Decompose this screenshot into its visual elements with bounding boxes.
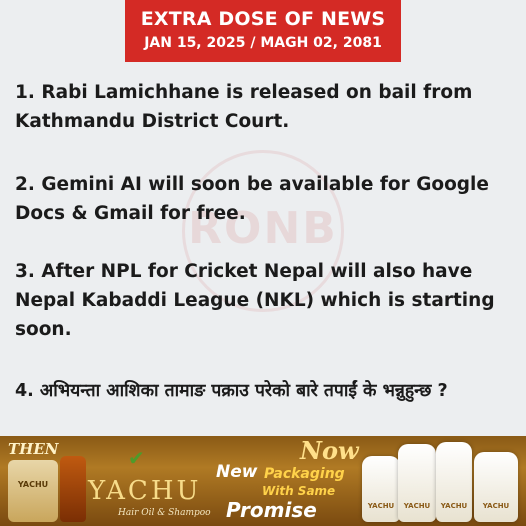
header-date: JAN 15, 2025 / MAGH 02, 2081	[144, 35, 382, 51]
ad-new-product-4	[474, 452, 518, 522]
news-item-4: 4. अभियन्ता आशिका तामाङ पक्राउ परेको बारे तपाईं के भन्नुहुन्छ ?	[15, 381, 448, 401]
ad-product-label: YACHU	[440, 502, 468, 510]
ad-now-label: Now	[300, 436, 359, 465]
header-banner	[125, 0, 401, 62]
news-item-1: 1. Rabi Lamichhane is released on bail from Kathmandu District Court.	[15, 82, 473, 132]
ad-tagline: Hair Oil & Shampoo	[118, 508, 211, 518]
advertisement-banner[interactable]	[0, 436, 526, 526]
ad-brand-logo: YACHU	[88, 476, 202, 506]
news-item-2: 2. Gemini AI will soon be available for Google Docs & Gmail for free.	[15, 174, 489, 224]
ad-promise-label: Promise	[226, 498, 317, 522]
ad-new-product-3	[436, 442, 472, 522]
ad-old-bottle-image	[60, 456, 86, 522]
ad-old-jar-image	[8, 460, 58, 522]
header-title: EXTRA DOSE OF NEWS	[140, 8, 386, 30]
ad-packaging-label: Packaging	[264, 466, 345, 482]
ad-new-product-2	[398, 444, 436, 522]
watermark-text: RONB	[188, 203, 338, 254]
ad-new-label: New	[216, 462, 258, 482]
ad-with-same-label: With Same	[262, 484, 336, 498]
ad-new-product-1	[362, 456, 400, 522]
ad-then-label: THEN	[8, 440, 59, 458]
ad-product-label: YACHU	[403, 502, 431, 510]
ad-jar-label: YACHU	[17, 480, 49, 489]
ad-product-label: YACHU	[482, 502, 510, 510]
ad-product-label: YACHU	[367, 502, 395, 510]
news-item-3: 3. After NPL for Cricket Nepal will also have Nepal Kabaddi League (NKL) which is starting soon.	[15, 261, 495, 340]
leaf-icon: ✔	[128, 446, 145, 470]
